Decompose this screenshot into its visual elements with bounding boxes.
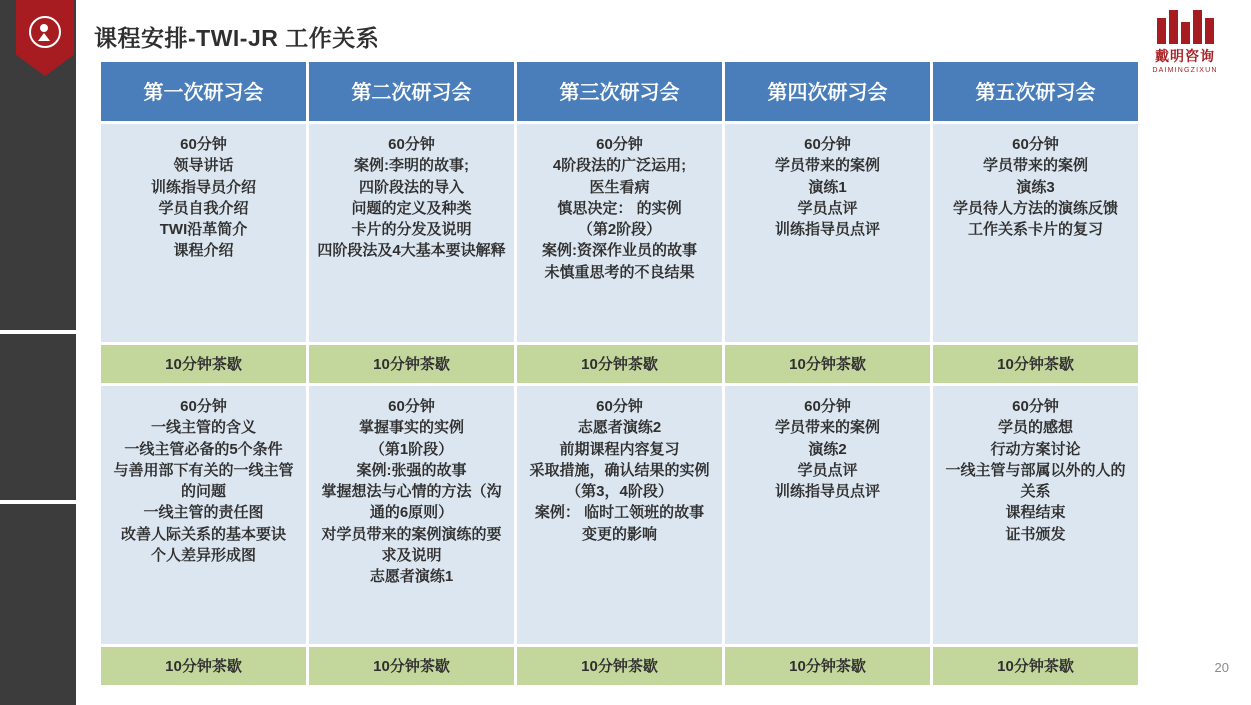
cell-line: 60分钟 [1012, 398, 1059, 415]
cell-line: 案例:李明的故事; [354, 157, 469, 175]
cell-line: 学员带来的案例 [982, 157, 1088, 175]
break-cell-r4c2: 10分钟茶歇 [309, 647, 514, 685]
logo-name-en: DAIMINGZIXUN [1152, 67, 1218, 74]
break-cell-r4c3: 10分钟茶歇 [517, 647, 722, 685]
cell-line: 掌握事实的实例 [358, 419, 464, 437]
cell-line: 采取措施，确认结果的实例 [529, 461, 710, 479]
cell-line: 60分钟 [804, 398, 851, 415]
break-cell-r2c3: 10分钟茶歇 [517, 345, 722, 383]
cell-line: 60分钟 [804, 136, 851, 153]
table-row [101, 124, 1138, 342]
cell-line: 演练3 [1016, 178, 1055, 196]
cell-line: 一线主管的含义 [150, 419, 256, 437]
cell-line: 未慎重思考的不良结果 [544, 263, 695, 281]
cell-line: 60分钟 [388, 136, 435, 153]
cell-line: （第1阶段） [369, 440, 454, 458]
cell-line: 课程介绍 [173, 242, 234, 260]
cell-line: 工作关系卡片的复习 [967, 221, 1103, 239]
cell-line: 案例： 临时工领班的故事 [534, 504, 705, 522]
break-cell-r2c5: 10分钟茶歇 [933, 345, 1138, 383]
cell-line: 课程结束 [1005, 504, 1066, 522]
cell-line: 60分钟 [596, 136, 643, 153]
cell-line: 一线主管与部属以外的人的关系 [945, 461, 1126, 501]
cell-line: 60分钟 [388, 398, 435, 415]
left-accent-strip [0, 0, 76, 705]
cell-line: 学员待人方法的演练反馈 [952, 199, 1118, 217]
cell-line: 60分钟 [1012, 136, 1059, 153]
cell-line: 演练1 [808, 178, 847, 196]
session-cell-r3c5 [933, 386, 1138, 644]
session-cell-r1c3 [517, 124, 722, 342]
cell-line: 四阶段法的导入 [358, 178, 464, 196]
cell-line: 变更的影响 [581, 525, 657, 543]
column-header-1: 第一次研习会 [101, 62, 306, 121]
cell-line: 一线主管的责任图 [143, 504, 264, 522]
session-cell-r3c3 [517, 386, 722, 644]
break-cell-r4c4: 10分钟茶歇 [725, 647, 930, 685]
cell-line: 对学员带来的案例演练的要求及说明 [321, 525, 502, 565]
cell-line: 学员点评 [797, 199, 858, 217]
cell-line: 问题的定义及种类 [351, 199, 472, 217]
cell-line: 与善用部下有关的一线主管的问题 [113, 461, 294, 501]
cell-line: 学员的感想 [997, 419, 1073, 437]
session-cell-r3c2 [309, 386, 514, 644]
cell-line: （第3，4阶段） [566, 483, 673, 501]
cell-line: 志愿者演练2 [577, 419, 662, 437]
session-cell-r1c2 [309, 124, 514, 342]
break-cell-r2c2: 10分钟茶歇 [309, 345, 514, 383]
table-row [101, 647, 1138, 685]
session-cell-r1c4 [725, 124, 930, 342]
session-cell-r3c4 [725, 386, 930, 644]
logo-name-cn: 戴明咨询 [1155, 48, 1215, 64]
cell-line: 医生看病 [589, 178, 650, 196]
session-cell-r3c1 [101, 386, 306, 644]
cell-line: 卡片的分发及说明 [351, 221, 472, 239]
column-header-3: 第三次研习会 [517, 62, 722, 121]
left-strip-gap-1 [0, 330, 76, 334]
cell-line: 四阶段法及4大基本要诀解释 [317, 242, 506, 260]
cell-line: 训练指导员点评 [774, 483, 880, 501]
cell-line: 证书颁发 [1005, 525, 1066, 543]
cell-line: 训练指导员介绍 [150, 178, 256, 196]
cell-line: 改善人际关系的基本要诀 [120, 525, 286, 543]
page-number: 20 [1214, 660, 1229, 675]
cell-line: 演练2 [808, 440, 847, 458]
cell-line: 案例:张强的故事 [356, 461, 467, 479]
cell-line: 60分钟 [596, 398, 643, 415]
cell-line: 60分钟 [180, 398, 227, 415]
cell-line: 慎思决定： 的实例 [557, 199, 682, 217]
cell-line: 行动方案讨论 [990, 440, 1081, 458]
cell-line: 训练指导员点评 [774, 221, 880, 239]
cell-line: 一线主管必备的5个条件 [124, 440, 283, 458]
session-cell-r1c1 [101, 124, 306, 342]
break-cell-r4c5: 10分钟茶歇 [933, 647, 1138, 685]
table-row [101, 345, 1138, 383]
column-header-2: 第二次研习会 [309, 62, 514, 121]
compass-icon [29, 16, 61, 48]
cell-line: 60分钟 [180, 136, 227, 153]
cell-line: 志愿者演练1 [369, 568, 454, 586]
page-title: 课程安排-TWI-JR 工作关系 [94, 25, 380, 51]
cell-line: 前期课程内容复习 [559, 440, 680, 458]
cell-line: （第2阶段） [577, 221, 662, 239]
table-header-row [101, 62, 1138, 121]
cell-line: 4阶段法的广泛运用; [552, 157, 687, 175]
break-cell-r4c1: 10分钟茶歇 [101, 647, 306, 685]
cell-line: 学员带来的案例 [774, 419, 880, 437]
cell-line: 个人差异形成图 [150, 547, 256, 565]
cell-line: 学员自我介绍 [158, 199, 249, 217]
break-cell-r2c4: 10分钟茶歇 [725, 345, 930, 383]
logo-mark-icon [1137, 8, 1233, 44]
cell-line: 案例:资深作业员的故事 [542, 242, 697, 260]
table-row [101, 386, 1138, 644]
brand-logo [1137, 8, 1233, 74]
cell-line: TWI沿革简介 [159, 221, 248, 239]
cell-line: 学员点评 [797, 461, 858, 479]
session-cell-r1c5 [933, 124, 1138, 342]
column-header-4: 第四次研习会 [725, 62, 930, 121]
break-cell-r2c1: 10分钟茶歇 [101, 345, 306, 383]
column-header-5: 第五次研习会 [933, 62, 1138, 121]
left-strip-gap-2 [0, 500, 76, 504]
cell-line: 学员带来的案例 [774, 157, 880, 175]
cell-line: 掌握想法与心情的方法（沟通的6原则） [321, 483, 502, 522]
cell-line: 领导讲话 [173, 157, 234, 175]
schedule-table [101, 62, 1138, 685]
